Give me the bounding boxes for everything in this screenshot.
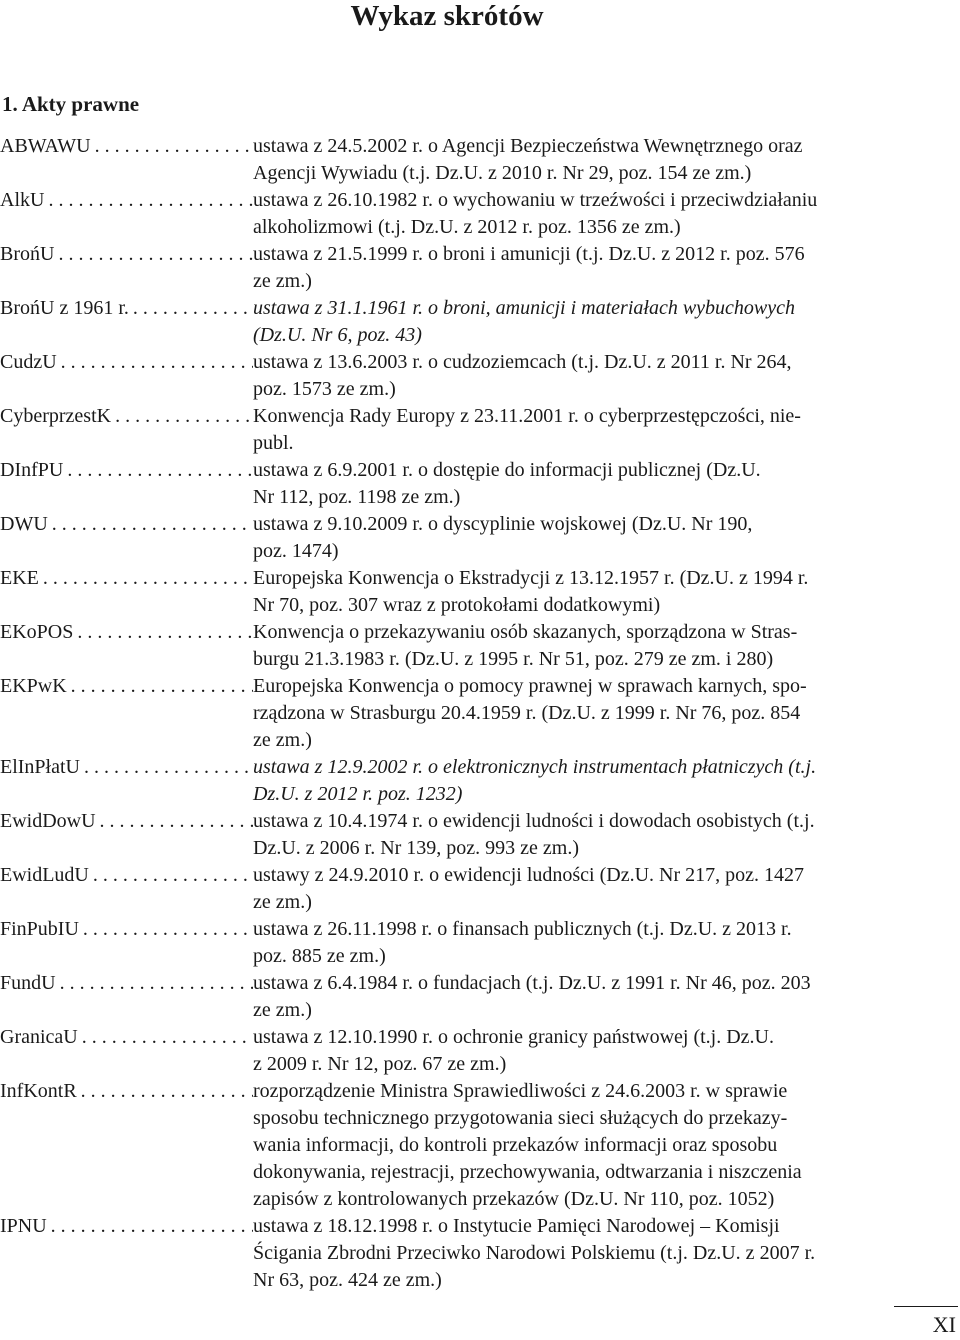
list-item xyxy=(0,1024,894,1078)
abbreviation: AlkU xyxy=(0,189,45,211)
dot-leader xyxy=(83,916,253,943)
dot-leader xyxy=(133,295,253,322)
dot-leader xyxy=(51,1213,253,1240)
abbreviation-description: ustawy z 24.9.2010 r. o ewidencji ludności (Dz.U. Nr 217, poz. 1427 ze zm.) xyxy=(253,864,805,913)
list-item xyxy=(0,187,894,241)
dot-leader xyxy=(115,403,253,430)
dot-leader xyxy=(93,862,253,889)
abbreviation-description: Europejska Konwencja o Ekstradycji z 13.12.1957 r. (Dz.U. z 1994 r. Nr 70, poz. 307 wraz z protokołami dodatkowymi) xyxy=(253,567,809,616)
abbreviation: GranicaU xyxy=(0,1026,78,1048)
list-item xyxy=(0,133,894,187)
list-item xyxy=(0,349,894,403)
list-item xyxy=(0,754,894,808)
abbreviation-cell xyxy=(0,619,253,646)
abbreviation: EKoPOS xyxy=(0,621,74,643)
abbreviation-description: ustawa z 24.5.2002 r. o Agencji Bezpieczeństwa Wewnętrznego oraz Agencji Wywiadu (t.j. Dz.U. z 2010 r. Nr 29, poz. 154 ze zm.) xyxy=(253,135,803,184)
abbreviation: CyberprzestK xyxy=(0,405,112,427)
list-item xyxy=(0,808,894,862)
dot-leader xyxy=(52,511,253,538)
abbreviation-cell xyxy=(0,349,253,376)
abbreviation-cell xyxy=(0,673,253,700)
list-item xyxy=(0,511,894,565)
abbreviation-description: ustawa z 26.11.1998 r. o finansach publicznych (t.j. Dz.U. z 2013 r. poz. 885 ze zm.) xyxy=(253,918,792,967)
abbreviation-description: Konwencja Rady Europy z 23.11.2001 r. o cyberprzestępczości, nie- publ. xyxy=(253,405,801,454)
abbreviation-cell xyxy=(0,1024,253,1051)
section-heading: 1. Akty prawne xyxy=(2,92,140,116)
abbreviation-cell xyxy=(0,133,253,160)
abbreviation: EwidDowU xyxy=(0,810,96,832)
abbreviation-description: ustawa z 13.6.2003 r. o cudzoziemcach (t.j. Dz.U. z 2011 r. Nr 264, poz. 1573 ze zm.) xyxy=(253,351,792,400)
abbreviation: EwidLudU xyxy=(0,864,89,886)
abbreviation-description: rozporządzenie Ministra Sprawiedliwości z 24.6.2003 r. w sprawie sposobu technicznego przygotowania sieci służących do przekazy- wania informacji, do kontroli przekazów informacji oraz sposobu dokonywania, rejestracji, przechowywania, odtwarzania i niszczenia zapisów z kontrolowanych przekazów (Dz.U. Nr 110, poz. 1052) xyxy=(253,1080,802,1210)
abbreviation-cell xyxy=(0,916,253,943)
abbreviation-list xyxy=(0,133,894,1294)
abbreviation-cell xyxy=(0,403,253,430)
dot-leader xyxy=(48,187,253,214)
page-number-rule xyxy=(894,1306,958,1307)
abbreviation-description: ustawa z 9.10.2009 r. o dyscyplinie wojskowej (Dz.U. Nr 190, poz. 1474) xyxy=(253,513,753,562)
list-item xyxy=(0,241,894,295)
dot-leader xyxy=(77,619,253,646)
dot-leader xyxy=(82,1024,253,1051)
abbreviation-cell xyxy=(0,457,253,484)
abbreviation: ElInPłatU xyxy=(0,756,80,778)
abbreviation: FinPubIU xyxy=(0,918,79,940)
abbreviation-cell xyxy=(0,862,253,889)
abbreviation-description: ustawa z 10.4.1974 r. o ewidencji ludności i dowodach osobistych (t.j. Dz.U. z 2006 r. Nr 139, poz. 993 ze zm.) xyxy=(253,810,815,859)
abbreviation: ABWAWU xyxy=(0,135,91,157)
abbreviation: EKE xyxy=(0,567,39,589)
abbreviation-description: ustawa z 21.5.1999 r. o broni i amunicji (t.j. Dz.U. z 2012 r. poz. 576 ze zm.) xyxy=(253,243,805,292)
list-item xyxy=(0,1078,894,1213)
abbreviation: DInfPU xyxy=(0,459,64,481)
abbreviation: EKPwK xyxy=(0,675,67,697)
abbreviation: DWU xyxy=(0,513,48,535)
list-item xyxy=(0,1213,894,1294)
list-item xyxy=(0,295,894,349)
abbreviation-cell xyxy=(0,1213,253,1240)
list-item xyxy=(0,619,894,673)
dot-leader xyxy=(100,808,253,835)
abbreviation: FundU xyxy=(0,972,56,994)
abbreviation: InfKontR xyxy=(0,1080,77,1102)
dot-leader xyxy=(61,349,253,376)
abbreviation-cell xyxy=(0,808,253,835)
abbreviation: CudzU xyxy=(0,351,57,373)
abbreviation-description: ustawa z 6.9.2001 r. o dostępie do informacji publicznej (Dz.U. Nr 112, poz. 1198 ze zm.) xyxy=(253,459,761,508)
list-item xyxy=(0,565,894,619)
list-item xyxy=(0,862,894,916)
list-item xyxy=(0,673,894,754)
abbreviation: BrońU z 1961 r. xyxy=(0,297,129,319)
abbreviation-cell xyxy=(0,754,253,781)
abbreviation-cell xyxy=(0,511,253,538)
abbreviation-description: Konwencja o przekazywaniu osób skazanych, sporządzona w Stras- burgu 21.3.1983 r. (Dz.U. z 1995 r. Nr 51, poz. 279 ze zm. i 280) xyxy=(253,621,798,670)
abbreviation-cell xyxy=(0,187,253,214)
dot-leader xyxy=(43,565,253,592)
dot-leader xyxy=(84,754,253,781)
dot-leader xyxy=(58,241,253,268)
list-item xyxy=(0,970,894,1024)
abbreviation-description: ustawa z 12.10.1990 r. o ochronie granicy państwowej (t.j. Dz.U. z 2009 r. Nr 12, poz. 67 ze zm.) xyxy=(253,1026,774,1075)
abbreviation-description: ustawa z 12.9.2002 r. o elektronicznych instrumentach płatniczych (t.j. Dz.U. z 2012 r. poz. 1232) xyxy=(253,756,817,805)
abbreviation-description: Europejska Konwencja o pomocy prawnej w sprawach karnych, spo- rządzona w Strasburgu 20.4.1959 r. (Dz.U. z 1999 r. Nr 76, poz. 854 ze zm.) xyxy=(253,675,807,751)
dot-leader xyxy=(71,673,253,700)
dot-leader xyxy=(60,970,253,997)
abbreviation: IPNU xyxy=(0,1215,47,1237)
dot-leader xyxy=(81,1078,253,1105)
abbreviation-cell xyxy=(0,1078,253,1105)
abbreviation-cell xyxy=(0,241,253,268)
list-item xyxy=(0,457,894,511)
abbreviation: BrońU xyxy=(0,243,55,265)
abbreviation-cell xyxy=(0,565,253,592)
page-title: Wykaz skrótów xyxy=(350,0,544,32)
abbreviation-description: ustawa z 18.12.1998 r. o Instytucie Pamięci Narodowej – Komisji Ścigania Zbrodni Przeciwko Narodowi Polskiemu (t.j. Dz.U. z 2007 r. Nr 63, poz. 424 ze zm.) xyxy=(253,1215,816,1291)
dot-leader xyxy=(95,133,253,160)
abbreviation-description: ustawa z 6.4.1984 r. o fundacjach (t.j. Dz.U. z 1991 r. Nr 46, poz. 203 ze zm.) xyxy=(253,972,811,1021)
abbreviation-cell xyxy=(0,970,253,997)
page-number: XI xyxy=(932,1312,956,1337)
list-item xyxy=(0,403,894,457)
abbreviation-cell xyxy=(0,295,253,322)
list-item xyxy=(0,916,894,970)
dot-leader xyxy=(67,457,253,484)
abbreviation-description: ustawa z 31.1.1961 r. o broni, amunicji i materiałach wybuchowych (Dz.U. Nr 6, poz. 43) xyxy=(253,297,796,346)
abbreviation-description: ustawa z 26.10.1982 r. o wychowaniu w trzeźwości i przeciwdziałaniu alkoholizmowi (t.j. Dz.U. z 2012 r. poz. 1356 ze zm.) xyxy=(253,189,818,238)
